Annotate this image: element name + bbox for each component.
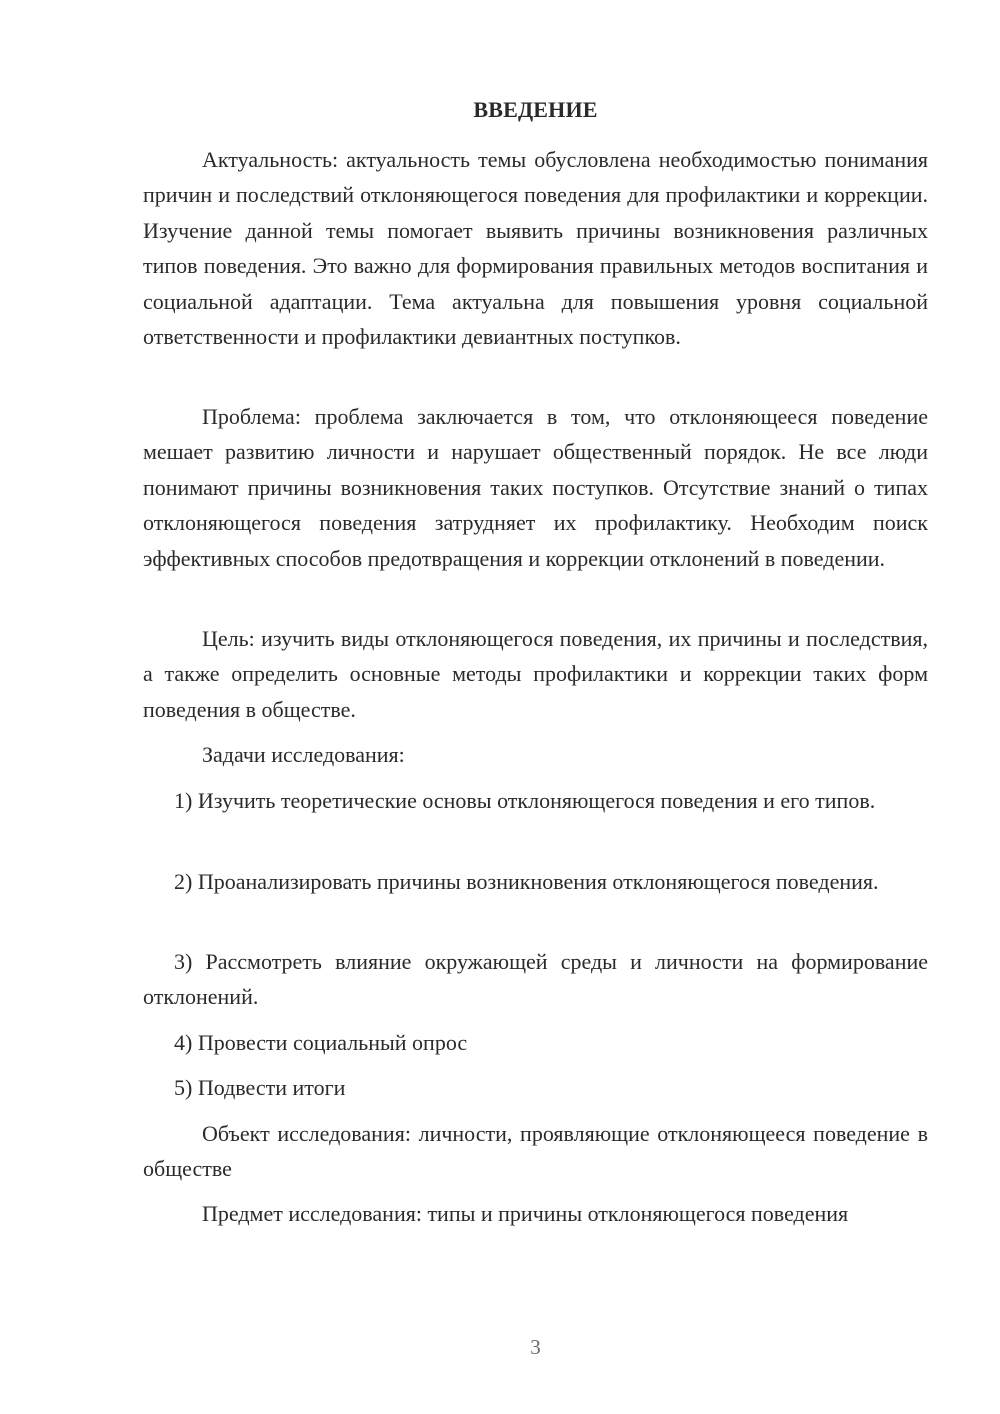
page-title: ВВЕДЕНИЕ	[473, 97, 598, 122]
subject-paragraph: Предмет исследования: типы и причины отклоняющегося поведения	[202, 1201, 849, 1226]
task-item-2: 2) Проанализировать причины возникновения отклоняющегося поведения.	[174, 869, 879, 894]
tasks-heading: Задачи исследования:	[202, 742, 405, 767]
object-paragraph: Объект исследования: личности, проявляющие отклоняющееся поведение в обществе	[143, 1121, 928, 1182]
task-item-5: 5) Подвести итоги	[174, 1075, 346, 1100]
page-number: 3	[530, 1335, 541, 1359]
task-item-3: 3) Рассмотреть влияние окружающей среды и личности на формирование отклонений.	[143, 949, 928, 1010]
problem-paragraph: Проблема: проблема заключается в том, что отклоняющееся поведение мешает развитию личности и нарушает общественный порядок. Не все люди понимают причины возникновения таких поступков. Отсутствие знаний о типах отклоняющегося поведения затрудняет их профилактику. Необходим поиск эффективных способов предотвращения и коррекции отклонений в поведении.	[143, 404, 928, 571]
task-item-1: 1) Изучить теоретические основы отклоняющегося поведения и его типов.	[174, 788, 876, 813]
goal-paragraph: Цель: изучить виды отклоняющегося поведения, их причины и последствия, а также определить основные методы профилактики и коррекции таких форм поведения в обществе.	[143, 626, 928, 722]
relevance-paragraph: Актуальность: актуальность темы обусловлена необходимостью понимания причин и последствий отклоняющегося поведения для профилактики и коррекции. Изучение данной темы помогает выявить причины возникновения различных типов поведения. Это важно для формирования правильных методов воспитания и социальной адаптации. Тема актуальна для повышения уровня социальной ответственности и профилактики девиантных поступков.	[143, 147, 928, 350]
task-item-4: 4) Провести социальный опрос	[174, 1030, 468, 1055]
document-page	[143, 0, 928, 1414]
